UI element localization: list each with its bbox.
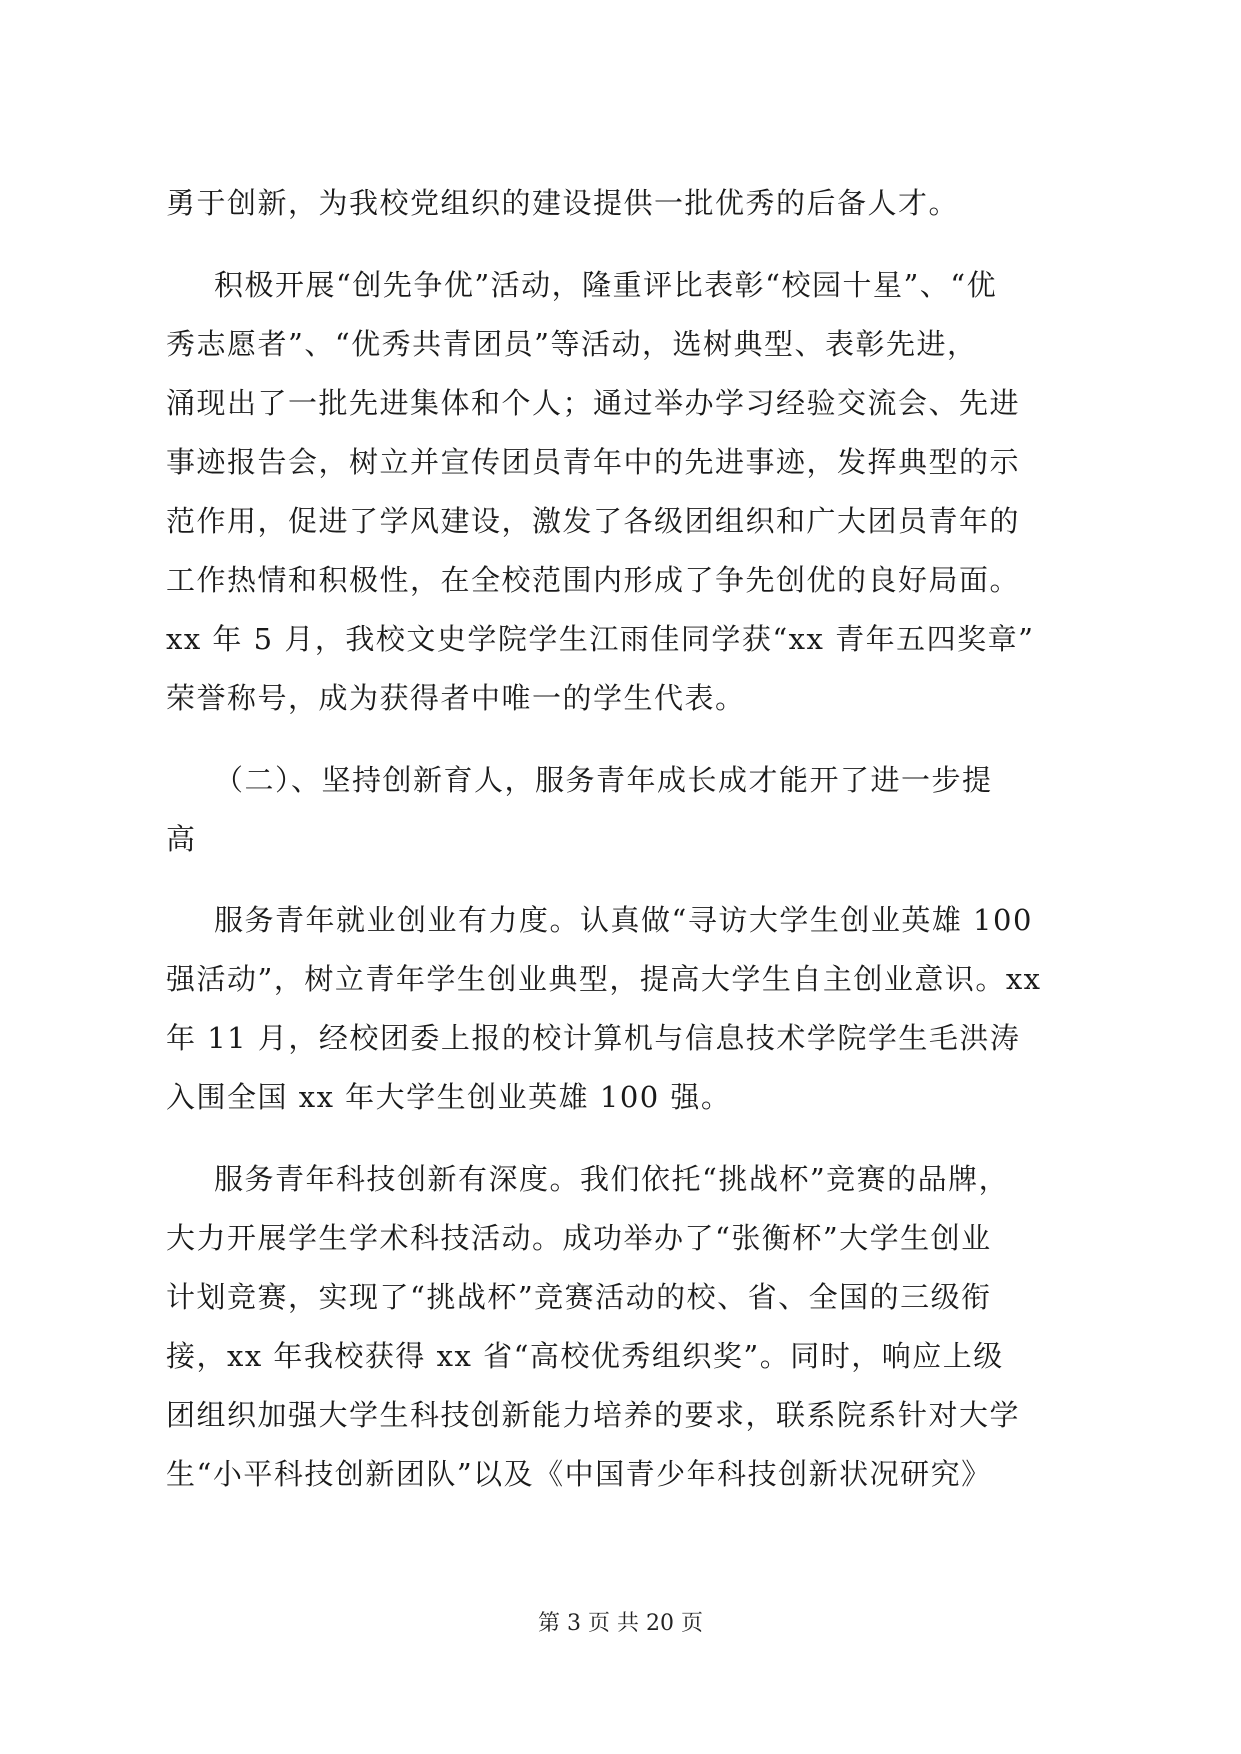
text-line-17: 大力开展学生学术科技活动。成功举办了“张衡杯”大学生创业 <box>166 1221 992 1255</box>
text-line-18: 计划竞赛，实现了“挑战杯”竞赛活动的校、省、全国的三级衔 <box>166 1280 992 1314</box>
text-line-19: 接，xx 年我校获得 xx 省“高校优秀组织奖”。同时，响应上级 <box>166 1339 1004 1373</box>
text-line-1: 勇于创新，为我校党组织的建设提供一批优秀的后备人才。 <box>166 186 960 220</box>
text-line-3: 秀志愿者”、“优秀共青团员”等活动，选树典型、表彰先进， <box>166 327 978 361</box>
text-line-7: 工作热情和积极性，在全校范围内形成了争先创优的良好局面。 <box>166 563 1021 597</box>
text-line-16: 服务青年科技创新有深度。我们依托“挑战杯”竞赛的品牌， <box>214 1162 1010 1196</box>
text-line-9: 荣誉称号，成为获得者中唯一的学生代表。 <box>166 681 746 715</box>
page-number-footer: 第 3 页 共 20 页 <box>538 1611 703 1636</box>
text-line-5: 事迹报告会，树立并宣传团员青年中的先进事迹，发挥典型的示 <box>166 445 1021 479</box>
text-line-21: 生“小平科技创新团队”以及《中国青少年科技创新状况研究》 <box>166 1457 992 1491</box>
section-heading-line-2: 高 <box>166 822 197 856</box>
text-line-4: 涌现出了一批先进集体和个人；通过举办学习经验交流会、先进 <box>166 386 1021 420</box>
text-line-13: 强活动”，树立青年学生创业典型，提高大学生自主创业意识。xx <box>166 962 1042 996</box>
text-line-2: 积极开展“创先争优”活动，隆重评比表彰“校园十星”、“优 <box>214 268 998 302</box>
text-line-8: xx 年 5 月，我校文史学院学生江雨佳同学获“xx 青年五四奖章” <box>166 622 1035 656</box>
section-heading-line-1: （二）、坚持创新育人，服务青年成长成才能开了进一步提 <box>214 763 993 797</box>
text-line-15: 入围全国 xx 年大学生创业英雄 100 强。 <box>166 1080 732 1114</box>
text-line-14: 年 11 月，经校团委上报的校计算机与信息技术学院学生毛洪涛 <box>166 1021 1021 1055</box>
text-line-6: 范作用，促进了学风建设，激发了各级团组织和广大团员青年的 <box>166 504 1021 538</box>
text-line-20: 团组织加强大学生科技创新能力培养的要求，联系院系针对大学 <box>166 1398 1021 1432</box>
text-line-12: 服务青年就业创业有力度。认真做“寻访大学生创业英雄 100 <box>214 903 1033 937</box>
